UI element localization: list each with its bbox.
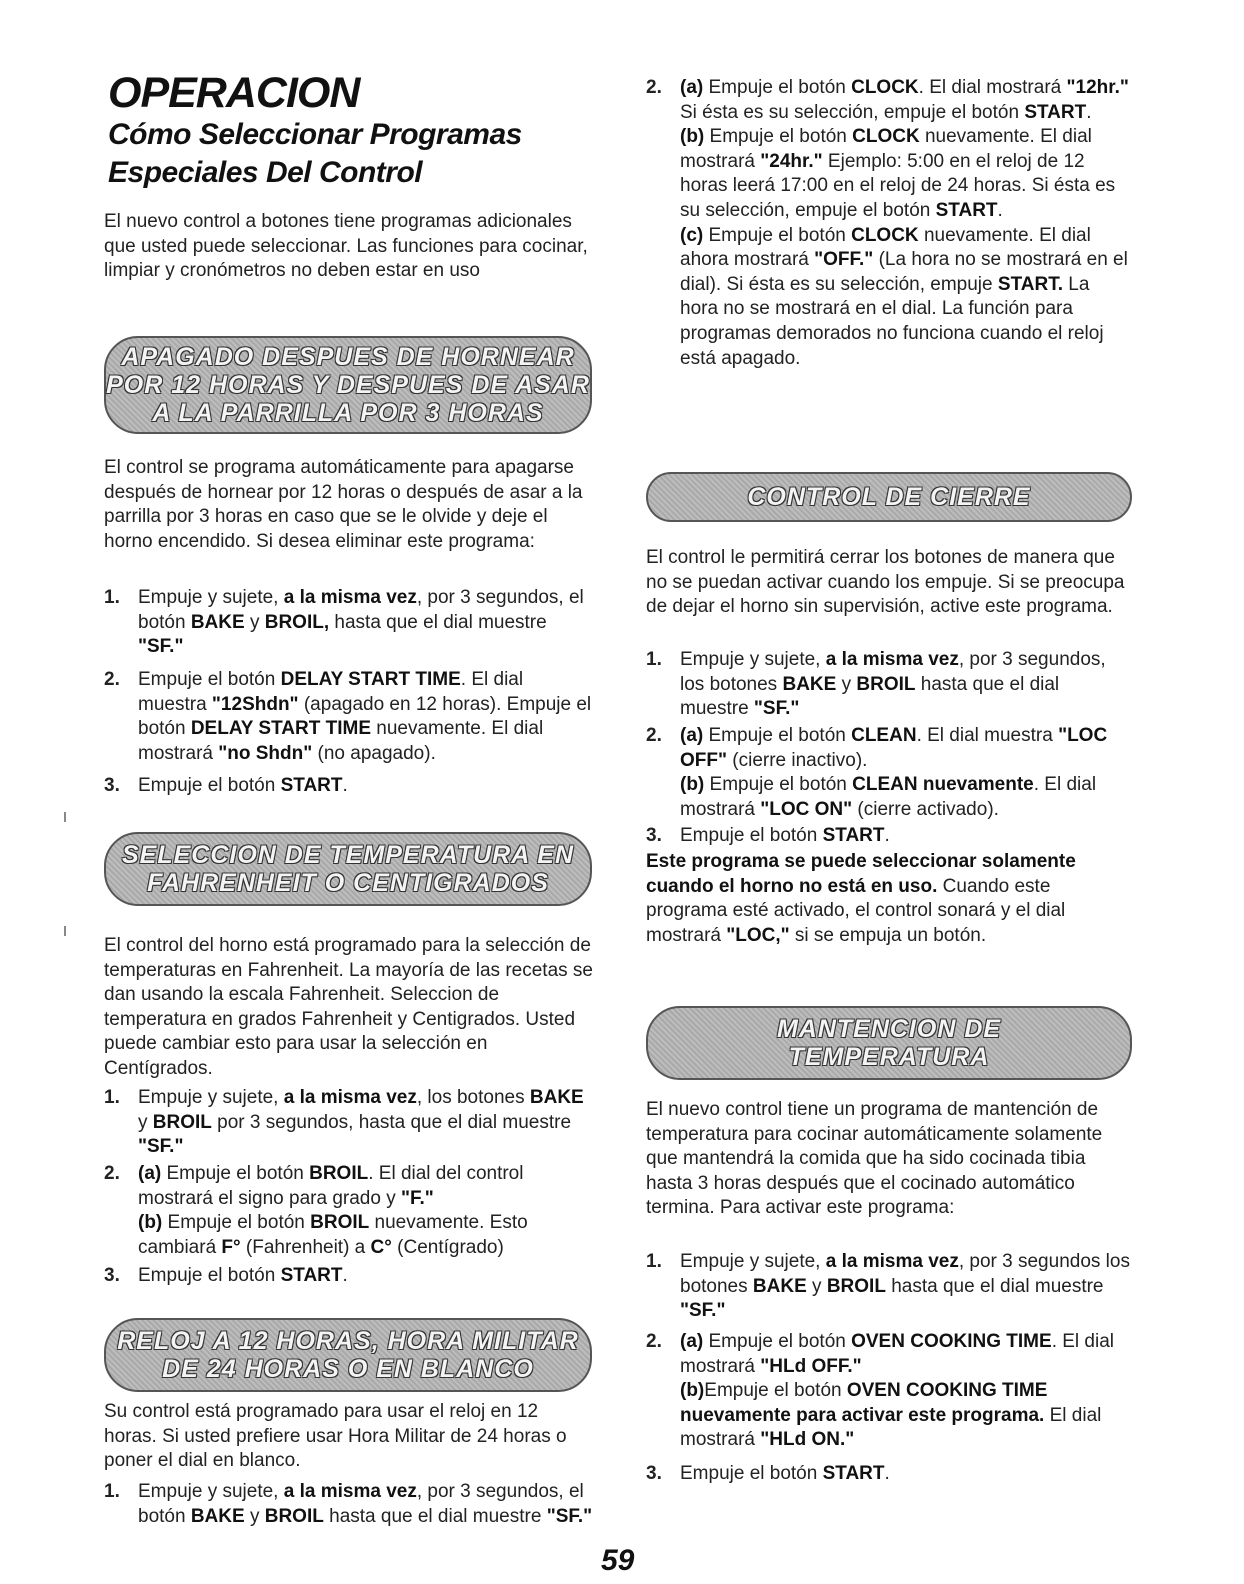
hold-body: El nuevo control tiene un programa de mantención de temperatura para cocinar automáticamente solamente que mantendrá la comida que ha sido cocinada tibia hasta 3 horas después que el cocinado automático termina. Para activar este programa: xyxy=(646,1099,1103,1219)
clock-body: Su control está programado para usar el reloj en 12 horas. Si usted prefiere usar Hora Militar de 24 horas o poner el dial en blanco. xyxy=(104,1401,567,1472)
page-subtitle: Cómo Seleccionar Programas Especiales Del Control xyxy=(108,118,522,189)
clock-banner xyxy=(104,1318,592,1392)
lock-body: El control le permitirá cerrar los botones de manera que no se puedan activar cuando los empuje. Si se preocupa de dejar el horno sin supervisión, active este programa. xyxy=(646,547,1125,618)
clock-step-2: 2. (a) Empuje el botón CLOCK. El dial mostrará "12hr." Si ésta es su selección, empuje el botón START. (b) Empuje el botón CLOCK nuevamente. El dial mostrará "24hr." Ejemplo: 5:00 en el reloj de 12 horas leerá 17:00 en el reloj de 24 horas. Si ésta es su selección, empuje el botón START. (c) Empuje el botón CLOCK nuevamente. El dial ahora mostrará "OFF." (La hora no se mostrará en el dial). Si ésta es su selección, empuje START. La hora no se mostrará en el dial. La función para programas demorados no funciona cuando el reloj está apagado. xyxy=(646,77,1129,369)
lock-step-1: 1. Empuje y sujete, a la misma vez, por 3 segundos, los botones BAKE y BROIL hasta que el dial muestre "SF." xyxy=(646,649,1106,720)
lock-step-2: 2. (a) Empuje el botón CLEAN. El dial muestra "LOC OFF" (cierre inactivo). (b) Empuje el botón CLEAN nuevamente. El dial mostrará "LOC ON" (cierre activado). xyxy=(646,725,1108,820)
shutdown-banner xyxy=(104,336,592,434)
shutdown-step-1: 1. Empuje y sujete, a la misma vez, por 3 segundos, el botón BAKE y BROIL, hasta que el dial muestre "SF." xyxy=(104,587,584,658)
hold-step-2: 2. (a) Empuje el botón OVEN COOKING TIME. El dial mostrará "HLd OFF." (b)Empuje el botón OVEN COOKING TIME nuevamente para activar este programa. El dial mostrará "HLd ON." xyxy=(646,1331,1114,1451)
shutdown-step-2: 2. Empuje el botón DELAY START TIME. El dial muestra "12Shdn" (apagado en 12 horas). Empuje el botón DELAY START TIME nuevamente. El dial mostrará "no Shdn" (no apagado). xyxy=(104,669,592,764)
hold-step-1: 1. Empuje y sujete, a la misma vez, por 3 segundos los botones BAKE y BROIL hasta que el dial muestre "SF." xyxy=(646,1251,1130,1322)
hold-banner-text: MANTENCION DE TEMPERATURA xyxy=(776,1015,1002,1071)
hold-step-3: 3. Empuje el botón START. xyxy=(646,1463,890,1484)
temp-step-2: 2. (a) Empuje el botón BROIL. El dial del control mostrará el signo para grado y "F." (b) Empuje el botón BROIL nuevamente. Esto cambiará F° (Fahrenheit) a C° (Centígrado) xyxy=(104,1163,528,1258)
temp-step-1: 1. Empuje y sujete, a la misma vez, los botones BAKE y BROIL por 3 segundos, hasta que el dial muestre "SF." xyxy=(104,1087,584,1158)
temp-step-3: 3. Empuje el botón START. xyxy=(104,1265,348,1286)
margin-mark xyxy=(64,812,66,822)
page-title: OPERACION xyxy=(108,69,360,117)
lock-note: Este programa se puede seleccionar solamente cuando el horno no está en uso. Cuando este programa esté activado, el control sonará y el dial mostrará "LOC," si se empuja un botón. xyxy=(646,851,1076,946)
temp-banner xyxy=(104,832,592,906)
lock-banner-text: CONTROL DE CIERRE xyxy=(747,483,1031,511)
page-number: 59 xyxy=(601,1544,635,1577)
margin-mark xyxy=(64,926,66,936)
clock-banner-text: RELOJ A 12 HORAS, HORA MILITAR DE 24 HORAS O EN BLANCO xyxy=(117,1327,579,1383)
intro-paragraph: El nuevo control a botones tiene programas adicionales que usted puede seleccionar. Las funciones para cocinar, limpiar y cronómetros no deben estar en uso xyxy=(104,211,588,282)
shutdown-banner-text: APAGADO DESPUES DE HORNEAR POR 12 HORAS Y DESPUES DE ASAR A LA PARRILLA POR 3 HORAS xyxy=(106,343,590,427)
shutdown-body: El control se programa automáticamente para apagarse después de hornear por 12 horas o después de asar a la parrilla por 3 horas en caso que se le olvide y deje el horno encendido. Si desea eliminar este programa: xyxy=(104,457,583,552)
temp-body: El control del horno está programado para la selección de temperaturas en Fahrenheit. La mayoría de las recetas se dan usando la escala Fahrenheit. Seleccion de temperatura en grados Fahrenheit y Centigrados. Usted puede cambiar esto para usar la selección en Centígrados. xyxy=(104,935,593,1079)
lock-step-3: 3. Empuje el botón START. xyxy=(646,825,890,846)
lock-banner xyxy=(646,472,1132,522)
temp-banner-text: SELECCION DE TEMPERATURA EN FAHRENHEIT O CENTIGRADOS xyxy=(121,841,575,897)
clock-step-1: 1. Empuje y sujete, a la misma vez, por 3 segundos, el botón BAKE y BROIL hasta que el dial muestre "SF." xyxy=(104,1481,593,1527)
shutdown-step-3: 3. Empuje el botón START. xyxy=(104,775,348,796)
hold-banner xyxy=(646,1006,1132,1080)
